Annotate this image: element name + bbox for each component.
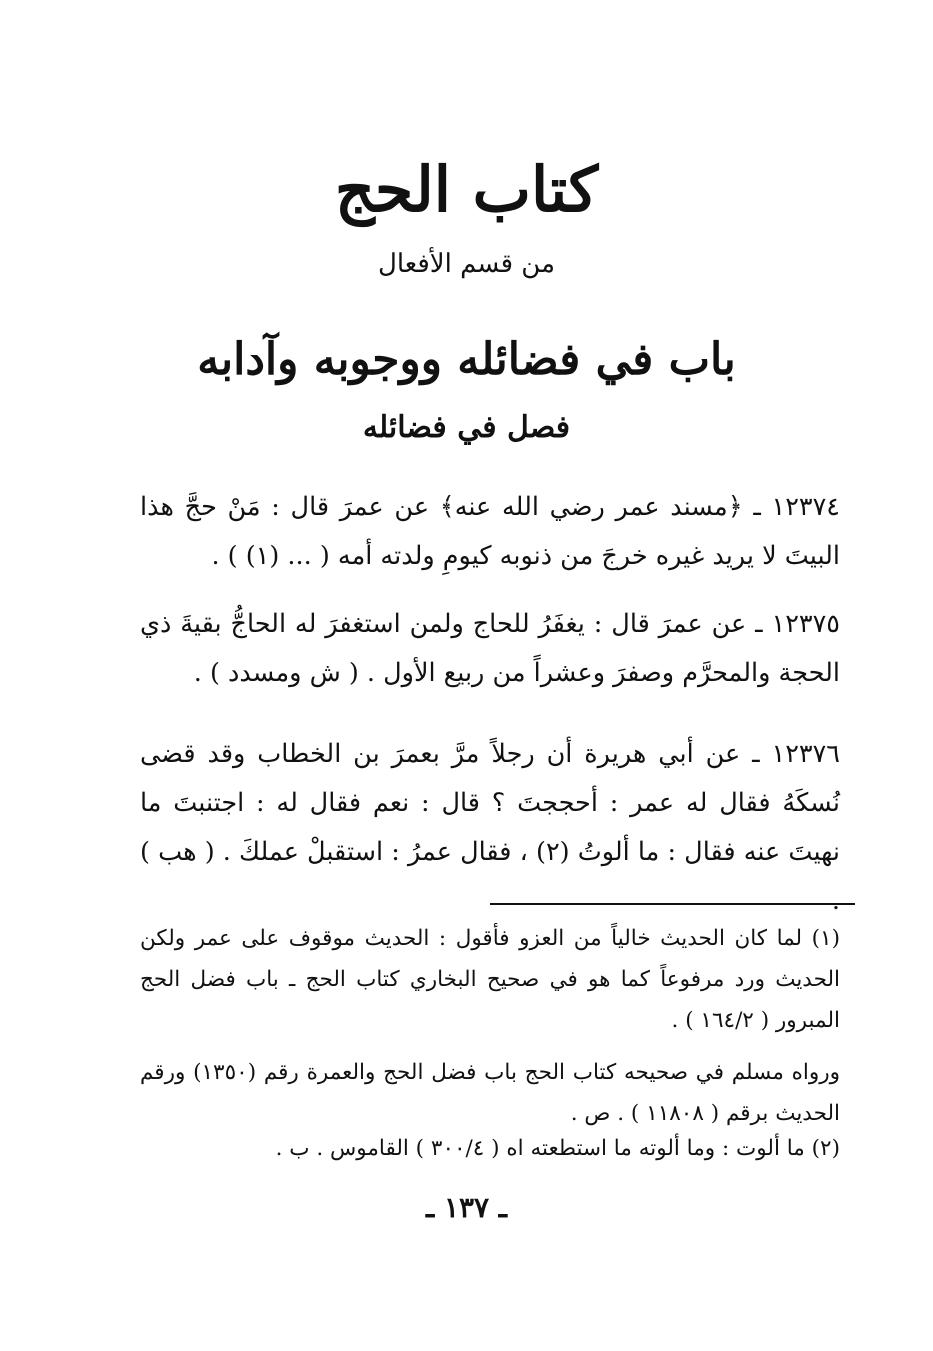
- footnote-1: (١) لما كان الحديث خالياً من العزو فأقول : الحديث موقوف على عمر ولكن الحديث ورد مرفوعاً كما هو في صحيح البخاري كتاب الحج ـ باب فضل الحج المبرور ( ١٦٤/٢ ) .: [140, 926, 840, 1033]
- chapter-title: باب في فضائله ووجوبه وآدابه: [197, 334, 736, 385]
- footnote-divider: [490, 903, 855, 905]
- hadith-paragraph: ١٢٣٧٦ ـ عن أبي هريرة أن رجلاً مرَّ بعمرَ بن الخطاب وقد قضى نُسكَهُ فقال له عمر : أحججتَ ؟ قال : نعم فقال له : اجتنبتَ ما نهيتَ عنه فقال : ما ألوتُ (٢) ، فقال عمرُ : استقبلْ عملكَ . ( هب ) .: [140, 739, 840, 916]
- hadith-paragraph: ١٢٣٧٤ ـ ﴿مسند عمر رضي الله عنه﴾ عن عمرَ قال : مَنْ حجَّ هذا البيتَ لا يريد غيره خرجَ من ذنوبه كيومِ ولدته أمه ( ... (١) ) .: [140, 492, 840, 571]
- footnote-1-continuation: ورواه مسلم في صحيحه كتاب الحج باب فضل الحج والعمرة رقم (١٣٥٠) ورقم الحديث برقم ( ١١٨٠٨ ) . ص .: [140, 1060, 840, 1126]
- hadith-paragraph: ١٢٣٧٥ ـ عن عمرَ قال : يغفَرُ للحاج ولمن استغفرَ له الحاجُّ بقيةَ ذي الحجة والمحرَّم وصفرَ وعشراً من ربيع الأول . ( ش ومسدد ) .: [140, 609, 840, 688]
- section-title: فصل في فضائله: [362, 410, 571, 445]
- book-subtitle: من قسم الأفعال: [377, 249, 555, 279]
- page-number: ـ ١٣٧ ـ: [425, 1191, 508, 1224]
- book-title: كتاب الحج: [334, 153, 599, 226]
- footnote-2: (٢) ما ألوت : وما ألوته ما استطعته اه ( ٣٠٠/٤ ) القاموس . ب .: [275, 1136, 840, 1161]
